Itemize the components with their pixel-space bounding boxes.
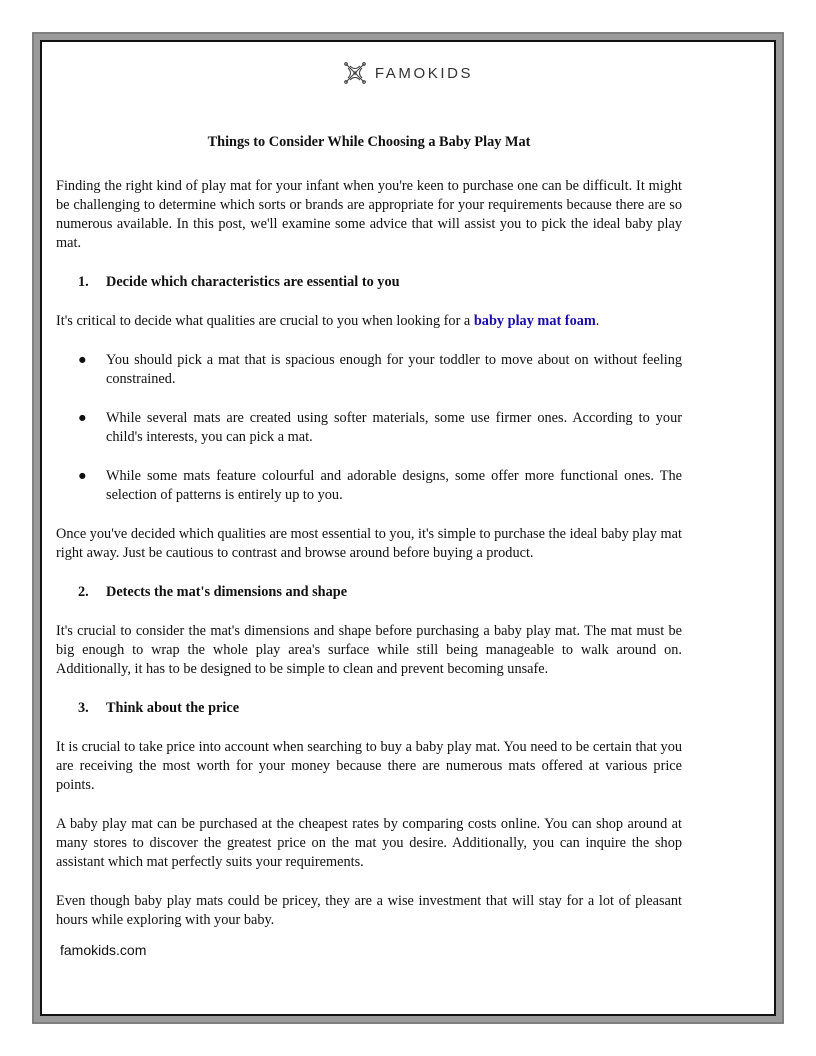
section-1-lead-end: . <box>595 313 600 329</box>
bullet-text: While several mats are created using softer materials, some use firmer ones. According to your child's interests, you can pick a mat. <box>106 410 682 445</box>
section-3-body-2: A baby play mat can be purchased at the cheapest rates by comparing costs online. You can shop around at many stores to discover the greatest price on the mat you desire. Additionally, you can inquire the shop assistant which mat perfectly suits your requirements. <box>56 816 682 870</box>
section-3-title: Think about the price <box>106 700 240 716</box>
section-3-body-3: Even though baby play mats could be pricey, they are a wise investment that will stay for a lot of pleasant hours while exploring with your baby. <box>56 893 682 928</box>
section-2-title: Detects the mat's dimensions and shape <box>106 584 348 600</box>
section-3-heading <box>56 699 682 718</box>
bullet-icon: ● <box>78 468 87 484</box>
bullet-icon: ● <box>78 352 87 368</box>
bullet-text: While some mats feature colourful and adorable designs, some offer more functional ones. The selection of patterns is entirely up to you. <box>106 468 682 503</box>
section-1-bullet-list <box>56 351 682 505</box>
section-1-lead-text: It's critical to decide what qualities are crucial to you when looking for a <box>56 313 474 329</box>
article <box>56 126 682 950</box>
section-3-body-1: It is crucial to take price into account when searching to buy a baby play mat. You need to be certain that you are receiving the most worth for your money because there are numerous mats offered at various price points. <box>56 739 682 793</box>
list-item <box>56 409 682 447</box>
brand-mark-icon <box>343 61 367 85</box>
section-1-number: 1. <box>78 274 89 290</box>
section-1-heading <box>56 273 682 292</box>
footer-site-url[interactable]: famokids.com <box>60 942 147 958</box>
article-title: Things to Consider While Choosing a Baby Play Mat <box>207 134 531 150</box>
baby-play-mat-foam-link[interactable]: baby play mat foam <box>473 313 596 329</box>
list-item <box>56 467 682 505</box>
brand-logo <box>0 58 816 88</box>
section-3-number: 3. <box>78 700 89 716</box>
bullet-icon: ● <box>78 410 87 426</box>
section-2-heading <box>56 583 682 602</box>
list-item <box>56 351 682 389</box>
section-1-title: Decide which characteristics are essential to you <box>106 274 400 290</box>
section-2-number: 2. <box>78 584 89 600</box>
bullet-text: You should pick a mat that is spacious enough for your toddler to move about on without feeling constrained. <box>106 352 682 387</box>
section-1-lead <box>56 312 682 331</box>
section-1-closing: Once you've decided which qualities are most essential to you, it's simple to purchase the ideal baby play mat right away. Just be cautious to contrast and browse around before buying a product. <box>56 526 682 561</box>
section-2-body: It's crucial to consider the mat's dimensions and shape before purchasing a baby play mat. The mat must be big enough to wrap the whole play area's surface while still being manageable to walk around on. Additionally, it has to be designed to be simple to clean and prevent becoming unsafe. <box>56 623 682 677</box>
brand-name: FAMOKIDS <box>374 64 474 82</box>
intro-paragraph: Finding the right kind of play mat for your infant when you're keen to purchase one can be difficult. It might be challenging to determine which sorts or brands are appropriate for your requirements because there are so numerous available. In this post, we'll examine some advice that will assist you to pick the ideal baby play mat. <box>56 178 682 251</box>
